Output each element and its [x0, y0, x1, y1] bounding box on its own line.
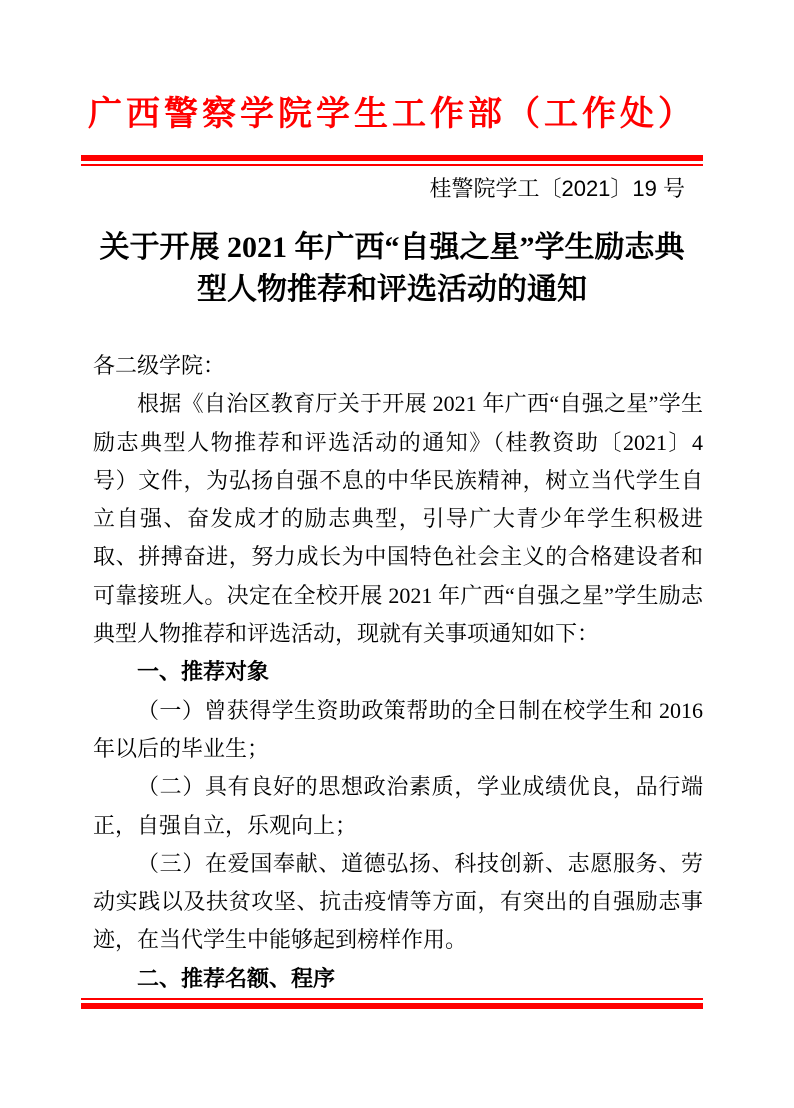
- paragraph-intro: 根据《自治区教育厅关于开展 2021 年广西“自强之星”学生励志典型人物推荐和评选活动的通知》（桂教资助〔2021〕4 号）文件，为弘扬自强不息的中华民族精神，树立当代学生自立自强、奋发成才的励志典型，引导广大青少年学生积极进取、拼搏奋进，努力成长为中国特色社会主义的合格建设者和可靠接班人。决定在全校开展 2021 年广西“自强之星”学生励志典型人物推荐和评选活动，现就有关事项通知如下：: [93, 391, 703, 647]
- document-content: [81, 0, 703, 998]
- letterhead-org-name: 广西警察学院学生工作部（工作处）: [88, 96, 696, 133]
- page-separator-bottom: [81, 998, 703, 1009]
- paragraph-item-1: （一）曾获得学生资助政策帮助的全日制在校学生和 2016 年以后的毕业生；: [93, 697, 703, 761]
- paragraph-item-3: （三）在爱国奉献、道德弘扬、科技创新、志愿服务、劳动实践以及扶贫攻坚、抗击疫情等方面，有突出的自强励志事迹，在当代学生中能够起到榜样作用。: [93, 850, 703, 953]
- section-heading-1: 一、推荐对象: [137, 659, 270, 685]
- section-heading-2: 二、推荐名额、程序: [137, 965, 336, 991]
- salutation: 各二级学院：: [93, 353, 226, 378]
- red-rule-thick: [81, 1003, 703, 1009]
- document-number: 桂警院学工〔2021〕19 号: [429, 176, 685, 201]
- paragraph-item-2: （二）具有良好的思想政治素质，学业成绩优良，品行端正，自强自立，乐观向上；: [93, 774, 703, 838]
- document-title: 关于开展 2021 年广西“自强之星”学生励志典型人物推荐和评选活动的通知: [99, 231, 685, 306]
- document-body: [93, 347, 703, 998]
